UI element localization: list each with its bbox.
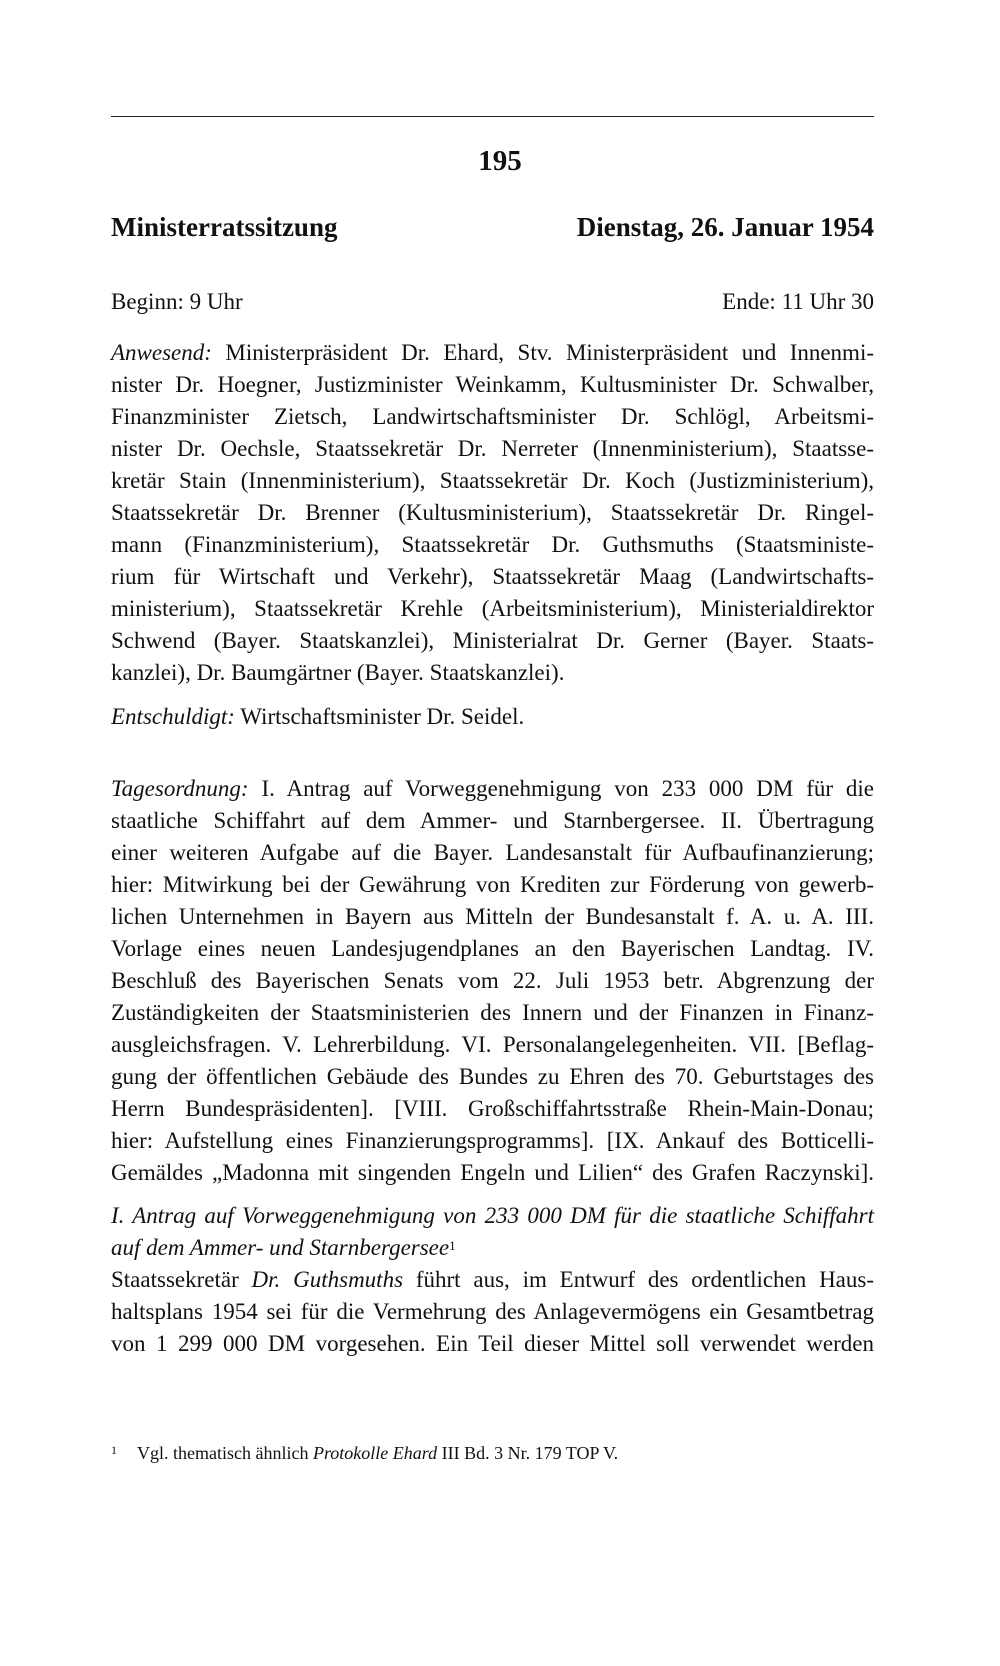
footnote-source: Protokolle Ehard [312, 1443, 438, 1463]
footnote: 1 Vgl. thematisch ähnlich Protokolle Ehard III Bd. 3 Nr. 179 TOP V. [111, 1443, 619, 1463]
footnote-mark: 1 [111, 1443, 117, 1457]
end-time: Ende: 11 Uhr 30 [722, 289, 874, 314]
speaker-name: Dr. Guthsmuths [251, 1267, 404, 1292]
agenda-label: Tagesordnung: [111, 776, 249, 801]
attendees-paragraph: Anwesend: Ministerpräsident Dr. Ehard, Stv. Ministerpräsident und Innenmi- nister Dr. Hoegner, Justizminister Weinkamm, Kultusminister Dr. Schwalber, Finanzminister Zietsch, Landwirtschaftsminister Dr. Schlögl, Arbeitsmi- nister Dr. Oechsle, Staatssekretär Dr. Nerreter (Innenministerium), Staatsse- kretär Stain (Innenministerium), Staatssekretär Dr. Koch (Justizministerium), Staatssekretär Dr. Brenner (Kultusministerium), Staatssekretär Dr. Ringel- mann (Finanzministerium), Staatssekretär Dr. Guthsmuths (Staatsministe- rium für Wirtschaft und Verkehr), Staatssekretär Maag (Landwirtschafts- ministerium), Staatssekretär Krehle (Arbeitsministerium), Ministerialdirektor Schwend (Bayer. Staatskanzlei), Ministerialrat Dr. Gerner (Bayer. Staats- kanzlei), Dr. Baumgärtner (Bayer. Staatskanzlei). [111, 340, 874, 685]
excused-label: Entschuldigt: [111, 704, 235, 729]
session-title: Ministerratssitzung [111, 212, 338, 242]
session-date: Dienstag, 26. Januar 1954 [576, 212, 874, 242]
attendees-label: Anwesend: [111, 340, 212, 365]
begin-time: Beginn: 9 Uhr [111, 289, 243, 314]
section-heading-line-1: I. Antrag auf Vorweggenehmigung von 233 000 DM für die staatliche Schiffahrt [111, 1203, 874, 1228]
agenda-paragraph: Tagesordnung: I. Antrag auf Vorweggenehmigung von 233 000 DM für die staatliche Schiffahrt auf dem Ammer- und Starnbergersee. II. Übertragung einer weiteren Aufgabe auf die Bayer. Landesanstalt für Aufbaufinanzierung; hier: Mitwirkung bei der Gewährung von Krediten zur Förderung von gewerb- lichen Unternehmen in Bayern aus Mitteln der Bundesanstalt f. A. u. A. III. Vorlage eines neuen Landesjugendplanes an den Bayerischen Landtag. IV. Beschluß des Bayerischen Senats vom 22. Juli 1953 betr. Abgrenzung der Zuständigkeiten der Staatsministerien des Innern und der Finanzen in Finanz- ausgleichsfragen. V. Lehrerbildung. VI. Personalangelegenheiten. VII. [Beflag- gung der öffentlichen Gebäude des Bundes zu Ehren des 70. Geburtstages des Herrn Bundespräsidenten]. [VIII. Großschiffahrtsstraße Rhein-Main-Donau; hier: Aufstellung eines Finanzierungsprogramms]. [IX. Ankauf des Botticelli- Gemäldes „Madonna mit singenden Engeln und Lilien“ des Grafen Raczynski]. [111, 776, 874, 1185]
page-number: 195 [478, 145, 522, 177]
footnote-reference[interactable]: 1 [449, 1238, 456, 1253]
section-one: I. Antrag auf Vorweggenehmigung von 233 000 DM für die staatliche Schiffahrt auf dem Ammer- und Starnbergersee$^1$ Staatssekretär Dr. Guthsmuths führt aus, im Entwurf des ordentlichen Haus- haltsplans 1954 sei für die Vermehrung des Anlagevermögens ein Gesamtbetrag von 1 299 000 DM vorgesehen. Ein Teil dieser Mittel soll verwendet werden [111, 1203, 875, 1356]
section-heading-line-2: auf dem Ammer- und Starnbergersee [111, 1235, 450, 1260]
excused-paragraph: Entschuldigt: Wirtschaftsminister Dr. Seidel. [111, 704, 525, 729]
header-rule [111, 116, 874, 117]
